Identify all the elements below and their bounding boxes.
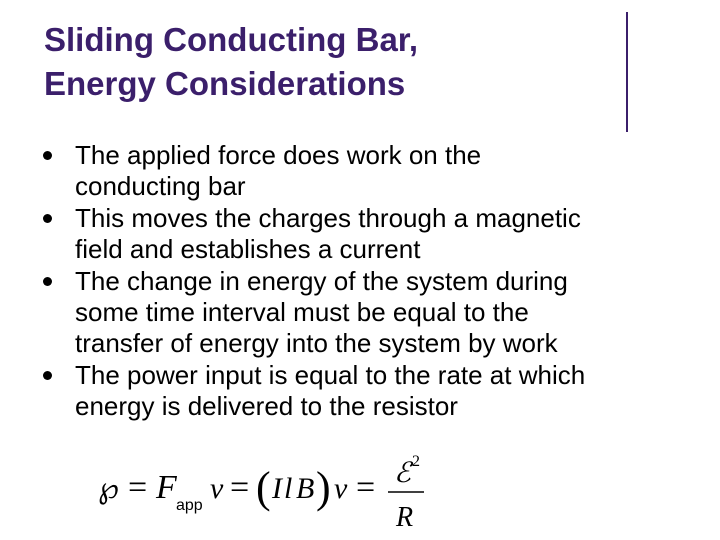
bullet-2-line-1: This moves the charges through a magnetic — [75, 203, 581, 233]
bullet-2-line-2: field and establishes a current — [75, 234, 421, 264]
bullet-item-2 — [42, 203, 692, 265]
bullet-4-line-2: energy is delivered to the resistor — [75, 391, 458, 421]
bullet-3-line-3: transfer of energy into the system by work — [75, 328, 558, 358]
eq-emf-symbol: ℰ — [394, 458, 411, 489]
eq-velocity-2: v — [334, 472, 348, 505]
title-line-2: Energy Considerations — [44, 65, 406, 102]
eq-emf-exponent: 2 — [412, 453, 420, 470]
eq-equals-3: = — [356, 469, 376, 506]
eq-velocity-1: v — [210, 472, 224, 505]
title-line-1: Sliding Conducting Bar, — [44, 21, 418, 58]
slide-title — [44, 18, 604, 106]
bullet-dot-icon — [43, 214, 52, 223]
bullet-1-line-2: conducting bar — [75, 171, 246, 201]
bullet-3-line-1: The change in energy of the system during — [75, 266, 568, 296]
bullet-4-line-1: The power input is equal to the rate at which — [75, 360, 586, 390]
eq-open-paren: ( — [256, 463, 271, 512]
eq-equals-1: = — [128, 469, 148, 506]
eq-resistance-R: R — [396, 502, 414, 533]
bullet-dot-icon — [43, 371, 52, 380]
bullet-list — [42, 140, 692, 423]
bullet-dot-icon — [43, 277, 52, 286]
bullet-item-1 — [42, 140, 692, 202]
bullet-item-3 — [42, 266, 692, 359]
eq-field-B: B — [296, 472, 315, 505]
eq-equals-2: = — [230, 469, 250, 506]
bullet-1-line-1: The applied force does work on the — [75, 140, 482, 170]
bullet-3-line-2: some time interval must be equal to the — [75, 297, 529, 327]
bullet-dot-icon — [43, 151, 52, 160]
eq-power-symbol: ℘ — [98, 472, 119, 505]
eq-length-l: l — [284, 472, 293, 505]
eq-force-subscript: app — [176, 497, 203, 514]
power-equation — [98, 452, 438, 534]
title-divider — [626, 12, 628, 132]
eq-current-I: I — [272, 472, 282, 505]
eq-close-paren: ) — [316, 463, 331, 512]
bullet-item-4 — [42, 360, 692, 422]
eq-force-F: F — [156, 469, 177, 506]
